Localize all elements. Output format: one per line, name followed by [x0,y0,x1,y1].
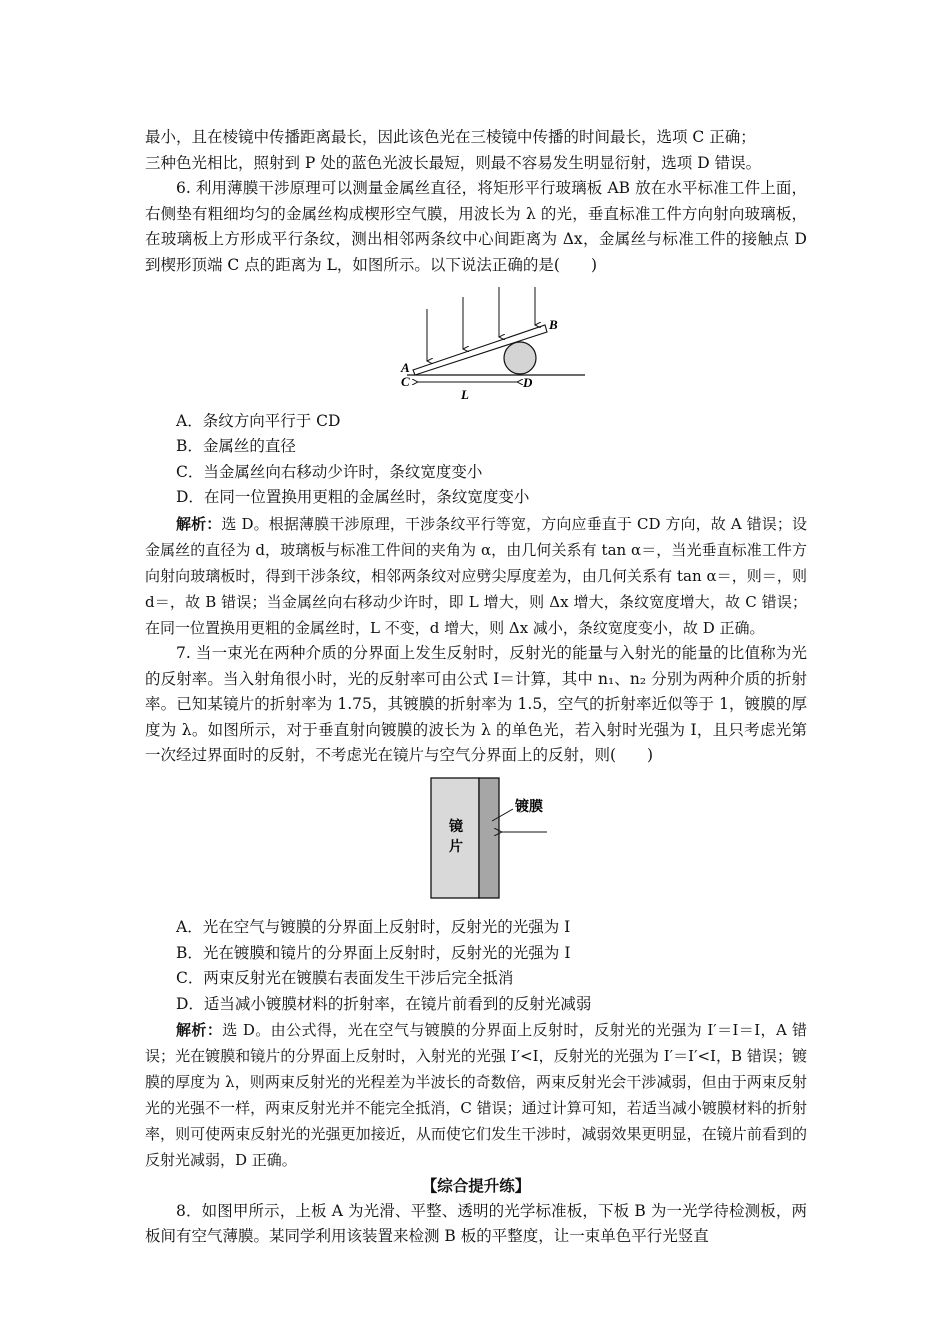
coating-label: 镀膜 [515,799,543,815]
question-7-option-d: D．适当减小镀膜材料的折射率，在镜片前看到的反射光减弱 [176,994,592,1013]
question-6-option-c: C．当金属丝向右移动少许时，条纹宽度变小 [176,462,483,481]
document-page [145,125,807,1250]
label-B: B [549,316,558,332]
solution-text: 选 D。由公式得，光在空气与镀膜的分界面上反射时，反射光的光强为 I′＝I＝I，A 错误；光在镀膜和镜片的分界面上反射时，入射光的光强 I′<I，反射光的光强为 I′＝I′<I，B 错误；镀膜的厚度为 λ，则两束反射光的光程差为半波长的奇数倍，两束反射光会干涉减弱，但由于两束反射光的光强不一样，两束反射光并不能完全抵消，C 错误；通过计算可知，若适当减小镀膜材料的折射率，则可使两束反射光的光强更加接近，从而使它们发生干涉时，减弱效果更明显，在镜片前看到的反射光减弱，D 正确。 [145,1021,807,1170]
question-6-option-d: D．在同一位置换用更粗的金属丝时，条纹宽度变小 [176,488,530,507]
question-7-stem: 7. 当一束光在两种介质的分界面上发生反射时，反射光的能量与入射光的能量的比值称为光的反射率。当入射角很小时，光的反射率可由公式 I＝计算，其中 n₁、n₂ 分别为两种介质的折射率。已知某镜片的折射率为 1.75，其镀膜的折射率为 1.5，空气的折射率近似等于 1，镀膜的厚度为 λ。如图所示，对于垂直射向镀膜的波长为 λ 的单色光，若入射时光强为 I，且只考虑光第一次经过界面时的反射，不考虑光在镜片与空气分界面上的反射，则( ) [145,643,807,765]
metal-wire [504,342,536,374]
question-7-figure-area [145,769,807,915]
question-6-option-b: B．金属丝的直径 [176,437,296,456]
label-C: C [401,373,410,389]
wedge-figure [145,279,807,409]
question-7-solution [145,1017,807,1173]
lens-body [431,778,479,898]
continued-line-2: 三种色光相比，照射到 P 处的蓝色光波长最短，则最不容易发生明显衍射，选项 D 错误。 [145,153,762,172]
lens-coating-figure [145,769,807,915]
label-A: A [401,359,410,375]
continued-line-1: 最小，且在棱镜中传播距离最长，因此该色光在三棱镜中传播的时间最长，选项 C 正确； [145,128,756,146]
question-6-stem: 6. 利用薄膜干涉原理可以测量金属丝直径，将矩形平行玻璃板 AB 放在水平标准工件上面，右侧垫有粗细均匀的金属丝构成楔形空气膜，用波长为 λ 的光，垂直标准工件方向射向玻璃板，在玻璃板上方形成平行条纹，测出相邻两条纹中心间距离为 Δx，金属丝与标准工件的接触点 D 到楔形顶端 C 点的距离为 L，如图所示。以下说法正确的是( ) [145,179,807,274]
question-7-option-c: C．两束反射光在镀膜右表面发生干涉后完全抵消 [176,969,514,988]
question-8-stem: 8．如图甲所示，上板 A 为光滑、平整、透明的光学标准板，下板 B 为一光学待检测板，两板间有空气薄膜。某同学利用该装置来检测 B 板的平整度，让一束单色平行光竖直 [145,1201,807,1246]
label-L: L [461,386,469,402]
solution-label: 解析： [176,514,222,533]
lens-label-bottom: 片 [449,839,463,855]
question-6-figure-area [145,279,807,409]
section-title: 【综合提升练】 [421,1176,531,1196]
solution-label: 解析： [176,1021,223,1040]
lens-label-top: 镜 [449,819,463,835]
question-7-option-b: B．光在镀膜和镜片的分界面上反射时，反射光的光强为 I [176,943,571,962]
question-6-option-a: A．条纹方向平行于 CD [176,411,341,430]
question-6-solution [145,511,807,641]
solution-text: 选 D。根据薄膜干涉原理，干涉条纹平行等宽，方向应垂直于 CD 方向，故 A 错误；设金属丝的直径为 d，玻璃板与标准工件间的夹角为 α，由几何关系有 tan α＝，当光垂直标准工件方向射向玻璃板时，得到干涉条纹，相邻两条纹对应劈尖厚度差为，由几何关系有 tan α＝，则＝，则 d＝，故 B 错误；当金属丝向右移动少许时，即 L 增大，则 Δx 增大，条纹宽度增大，故 C 错误；在同一位置换用更粗的金属丝时，L 不变，d 增大，则 Δx 减小，条纹宽度变小，故 D 正确。 [145,514,807,637]
coating-layer [479,778,499,898]
label-D: D [523,374,533,390]
question-7-option-a: A．光在空气与镀膜的分界面上反射时，反射光的光强为 I [176,917,571,936]
